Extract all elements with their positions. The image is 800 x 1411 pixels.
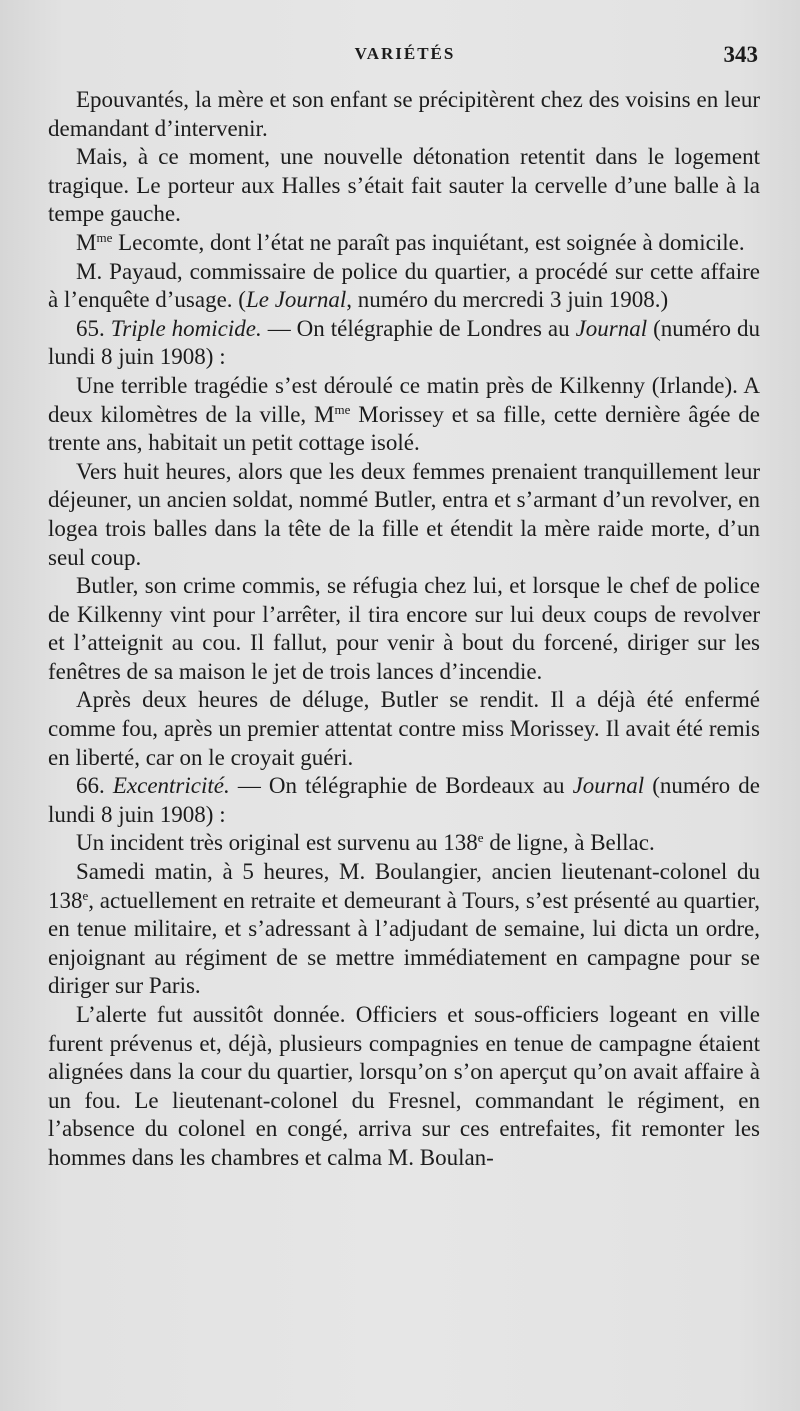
text-run: M xyxy=(76,229,97,255)
paragraph xyxy=(48,772,760,829)
text-run: Butler, son crime commis, se réfugia chez lui, et lorsque le chef de police de Kilkenny vint pour l’arrêter, il tira encore sur lui deux coups de revolver et l’atteignit au cou. Il fallut, pour venir à bout du forcené, diriger sur les fenêtres de sa maison le jet de trois lances d’incendie. xyxy=(48,573,760,684)
italic-text: Triple homicide. xyxy=(110,315,262,341)
text-run: M. Payaud, commissaire de police du quartier, a procédé sur cette affaire à l’enquête d’usage. ( xyxy=(48,258,760,313)
text-run: 66. xyxy=(76,773,113,799)
paragraph xyxy=(48,229,760,258)
text-run: (numéro de lundi 8 juin 1908) : xyxy=(48,773,760,827)
text-run: — On télégraphie de Londres au xyxy=(261,315,576,341)
text-run: de ligne, à Bellac. xyxy=(483,830,655,856)
text-run: 65. xyxy=(76,315,111,341)
italic-text: Journal xyxy=(575,315,648,341)
text-run: Après deux heures de déluge, Butler se rendit. Il a déjà été enfermé comme fou, après un premier attentat contre miss Morissey. Il avait été remis en liberté, car on le croyait guéri. xyxy=(48,687,760,770)
text-run: Samedi matin, à 5 heures, M. Boulangier, ancien lieutenant-colonel du 138 xyxy=(48,859,760,913)
page-number: 343 xyxy=(723,42,758,67)
superscript-text: me xyxy=(334,401,351,417)
paragraph xyxy=(48,829,760,858)
text-run: L’alerte fut aussitôt donnée. Officiers et sous-officiers logeant en ville furent prévenus et, déjà, plusieurs compagnies en tenue de campagne étaient alignées dans la cour du quartier, lorsqu’on s’on aperçut qu’on avait affaire à un fou. Le lieutenant-colonel du Fresnel, commandant le régiment, en l’absence du colonel en congé, arriva sur ces entrefaites, fit remonter les hommes dans les chambres et calma M. Boulan- xyxy=(48,1002,760,1170)
text-run: , actuellement en retraite et demeurant à Tours, s’est présenté au quartier, en tenue militaire, et s’adressant à l’adjudant de semaine, lui dicta un ordre, enjoignant au régiment de se mettre immédiatement en campagne pour se diriger sur Paris. xyxy=(48,887,760,999)
paragraph xyxy=(48,372,760,458)
italic-text: Le Journal xyxy=(245,287,347,313)
text-run: Epouvantés, la mère et son enfant se précipitèrent chez des voisins en leur demandant d’intervenir. xyxy=(48,87,760,141)
text-run: Une terrible tragédie s’est déroulé ce matin près de Kilkenny (Irlande). A deux kilomètres de la ville, M xyxy=(48,372,760,427)
paragraph xyxy=(48,458,760,572)
text-run: Un incident très original est survenu au 138 xyxy=(76,830,478,856)
superscript-text: me xyxy=(96,229,113,245)
text-run: Morissey et sa fille, cette dernière âgée de trente ans, habitait un petit cottage isolé. xyxy=(48,401,761,456)
paragraph xyxy=(48,858,760,1001)
text-run: Mais, à ce moment, une nouvelle détonation retentit dans le logement tragique. Le porteur aux Halles s’était fait sauter la cervelle d’une balle à la tempe gauche. xyxy=(48,144,760,227)
superscript-text: e xyxy=(477,830,484,846)
text-run: Lecomte, dont l’état ne paraît pas inquiétant, est soignée à domicile. xyxy=(112,229,745,255)
superscript-text: e xyxy=(82,887,89,903)
text-run: (numéro du lundi 8 juin 1908) : xyxy=(48,315,761,370)
italic-text: Journal xyxy=(572,773,645,799)
paragraph xyxy=(48,86,760,143)
italic-text: Excentricité. xyxy=(112,773,230,799)
paragraph xyxy=(48,143,760,229)
running-title: VARIÉTÉS xyxy=(354,44,456,63)
text-run: Vers huit heures, alors que les deux femmes prenaient tranquillement leur déjeuner, un ancien soldat, nommé Butler, entra et s’armant d’un revolver, en logea trois balles dans la tête de la fille et étendit la mère raide morte, d’un seul coup. xyxy=(48,458,760,570)
paragraph xyxy=(48,686,760,772)
paragraph xyxy=(48,1001,760,1173)
paragraph xyxy=(48,572,760,686)
paragraph xyxy=(48,315,760,372)
text-run: , numéro du mercredi 3 juin 1908.) xyxy=(346,287,669,313)
body-text xyxy=(48,86,760,1173)
paragraph xyxy=(48,258,760,315)
running-head xyxy=(52,44,758,74)
text-run: — On télégraphie de Bordeaux au xyxy=(229,773,573,799)
